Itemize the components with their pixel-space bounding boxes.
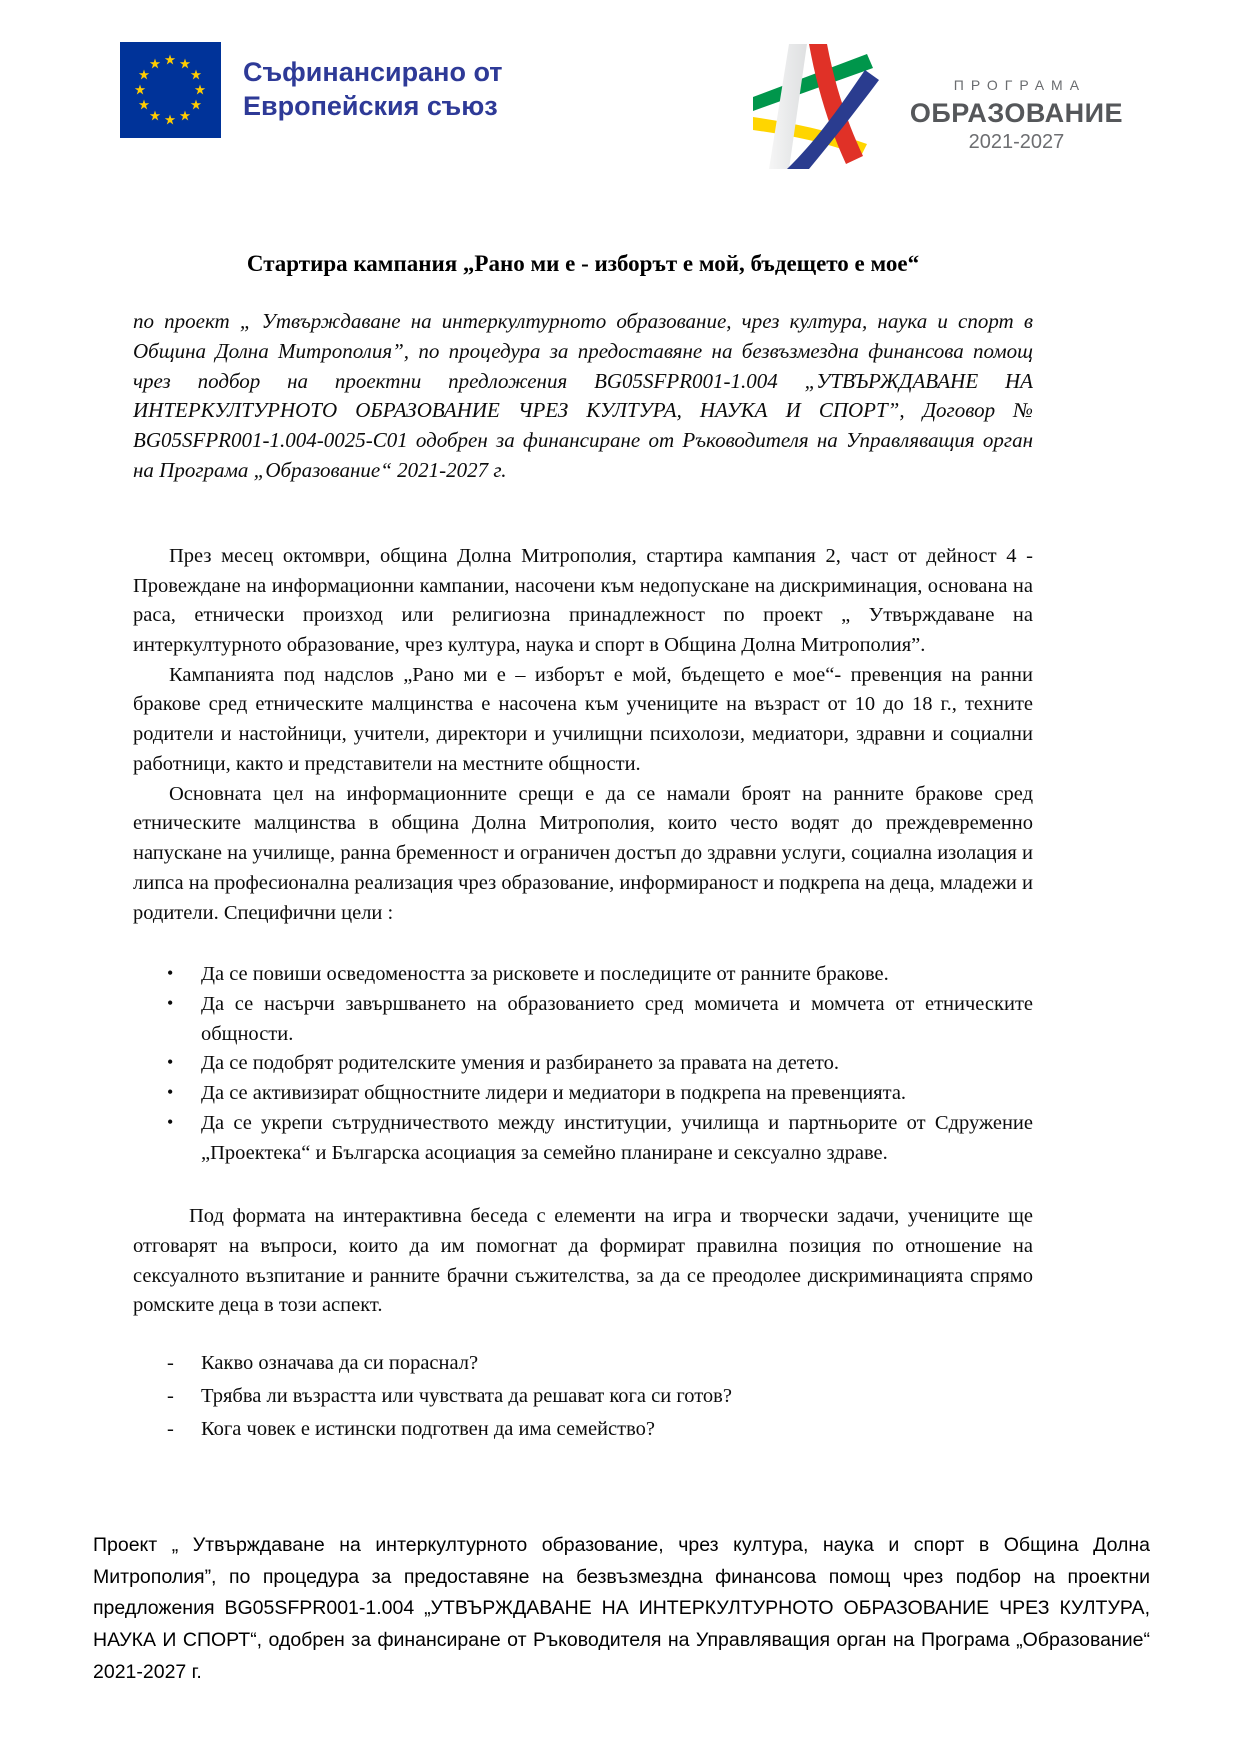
list-item-text: Кога човек е истински подготвен да има семейство?: [201, 1417, 655, 1440]
header: [0, 0, 1241, 169]
list-item-text: Да се подобрят родителските умения и разбирането за правата на детето.: [201, 1052, 839, 1075]
specific-goals-list: [165, 960, 1033, 1168]
eu-cofunded-logo: [120, 42, 503, 138]
list-item-text: Да се укрепи сътрудничеството между институции, училища и партньорите от Сдружение „Проектека“ и Българска асоциация за семейно планиране и сексуално здраве.: [201, 1111, 1033, 1164]
bullet-icon: •: [167, 1111, 174, 1132]
programme-ribbons-icon: [751, 44, 896, 169]
eu-logo-text: [243, 56, 503, 124]
list-item: [165, 1109, 1033, 1168]
body-paragraph: Основната цел на информационните срещи е да се намали броят на ранните бракове сред етническите малцинства в община Долна Митрополия, които често водят до преждевременно напускане на училище, ранна бременност и ограничен достъп до здравни услуги, социална изолация и липса на професионална реализация чрез образование, информираност и подкрепа на деца, младежи и родители. Специфични цели :: [133, 782, 1033, 924]
questions-list: [165, 1349, 1033, 1444]
eu-logo-line1: Съфинансирано от: [243, 57, 503, 88]
body-paragraph: През месец октомври, община Долна Митрополия, стартира кампания 2, част от дейност 4 - Провеждане на информационни кампании, насочени към недопускане на дискриминация, основана на раса, етнически произход или религиозна принадлежност по проект „ Утвърждаване на интеркултурното образование, чрез култура, наука и спорт в Община Долна Митрополия”.: [133, 544, 1033, 657]
list-item: [165, 1049, 1033, 1079]
programme-label: ПРОГРАМА: [953, 77, 1087, 93]
dash-icon: -: [167, 1417, 174, 1440]
bullet-icon: •: [167, 1082, 174, 1103]
list-item: [165, 1415, 1033, 1445]
footer-project-note: Проект „ Утвърждаване на интеркултурното образование, чрез култура, наука и спорт в Община Долна Митрополия”, по процедура за предоставяне на безвъзмездна финансова помощ чрез подбор на проектни предложения BG05SFPR001-1.004 „УТВЪРЖДАВАНЕ НА ИНТЕРКУЛТУРНОТО ОБРАЗОВАНИЕ ЧРЕЗ КУЛТУРА, НАУКА И СПОРТ“, одобрен за финансиране от Ръководителя на Управляващия орган на Програма „Образование“ 2021-2027 г.: [93, 1534, 1150, 1683]
list-item: [165, 990, 1033, 1049]
list-item-text: Какво означава да си пораснал?: [201, 1352, 479, 1375]
document-body: [0, 251, 1241, 1688]
programme-education-logo: [751, 44, 1123, 169]
programme-logo-text: [910, 77, 1123, 154]
list-item: [165, 960, 1033, 990]
list-item-text: Да се повиши осведомеността за рисковете и последиците от ранните бракове.: [201, 963, 889, 986]
dash-icon: -: [167, 1352, 174, 1375]
body-paragraph: Кампанията под надслов „Рано ми е – изборът е мой, бъдещето е мое“- превенция на ранни бракове сред етническите малцинства е насочена към учениците на възраст от 10 до 18 г., техните родители и настойници, учители, директори и училищни психолози, медиатори, здравни и социални работници, както и представители на местните общности.: [133, 663, 1033, 775]
dash-icon: -: [167, 1384, 174, 1407]
bullet-icon: •: [167, 992, 174, 1013]
programme-period: 2021-2027: [968, 131, 1065, 153]
bullet-icon: •: [167, 963, 174, 984]
bullet-icon: •: [167, 1052, 174, 1073]
list-item: [165, 1079, 1033, 1109]
list-item-text: Да се активизират общностните лидери и медиатори в подкрепа на превенцията.: [201, 1082, 907, 1105]
page-title: Стартира кампания „Рано ми е - изборът е мой, бъдещето е мое“: [246, 251, 920, 276]
list-item-text: Трябва ли възрастта или чувствата да решават кога си готов?: [201, 1384, 732, 1407]
eu-flag-icon: [120, 42, 221, 138]
list-item: [165, 1349, 1033, 1379]
body-paragraph: Под формата на интерактивна беседа с елементи на игра и творчески задачи, учениците ще отговарят на въпроси, които да им помогнат да формират правилна позиция по отношение на сексуалното възпитание и ранните брачни съжителства, за да се преодолее дискриминацията спрямо ромските деца в този аспект.: [133, 1205, 1033, 1317]
programme-name: ОБРАЗОВАНИЕ: [909, 98, 1123, 128]
eu-logo-line2: Европейския съюз: [243, 91, 498, 121]
list-item: [165, 1382, 1033, 1412]
list-item-text: Да се насърчи завършването на образованието сред момичета и момчета от етническите общности.: [201, 992, 1033, 1045]
project-intro-paragraph: по проект „ Утвърждаване на интеркултурното образование, чрез култура, наука и спорт в Община Долна Митрополия”, по процедура за предоставяне на безвъзмездна финансова помощ чрез подбор на проектни предложения BG05SFPR001-1.004 „УТВЪРЖДАВАНЕ НА ИНТЕРКУЛТУРНОТО ОБРАЗОВАНИЕ ЧРЕЗ КУЛТУРА, НАУКА И СПОРТ”, Договор № BG05SFPR001-1.004-0025-C01 одобрен за финансиране от Ръководителя на Управляващия орган на Програма „Образование“ 2021-2027 г.: [133, 309, 1033, 483]
